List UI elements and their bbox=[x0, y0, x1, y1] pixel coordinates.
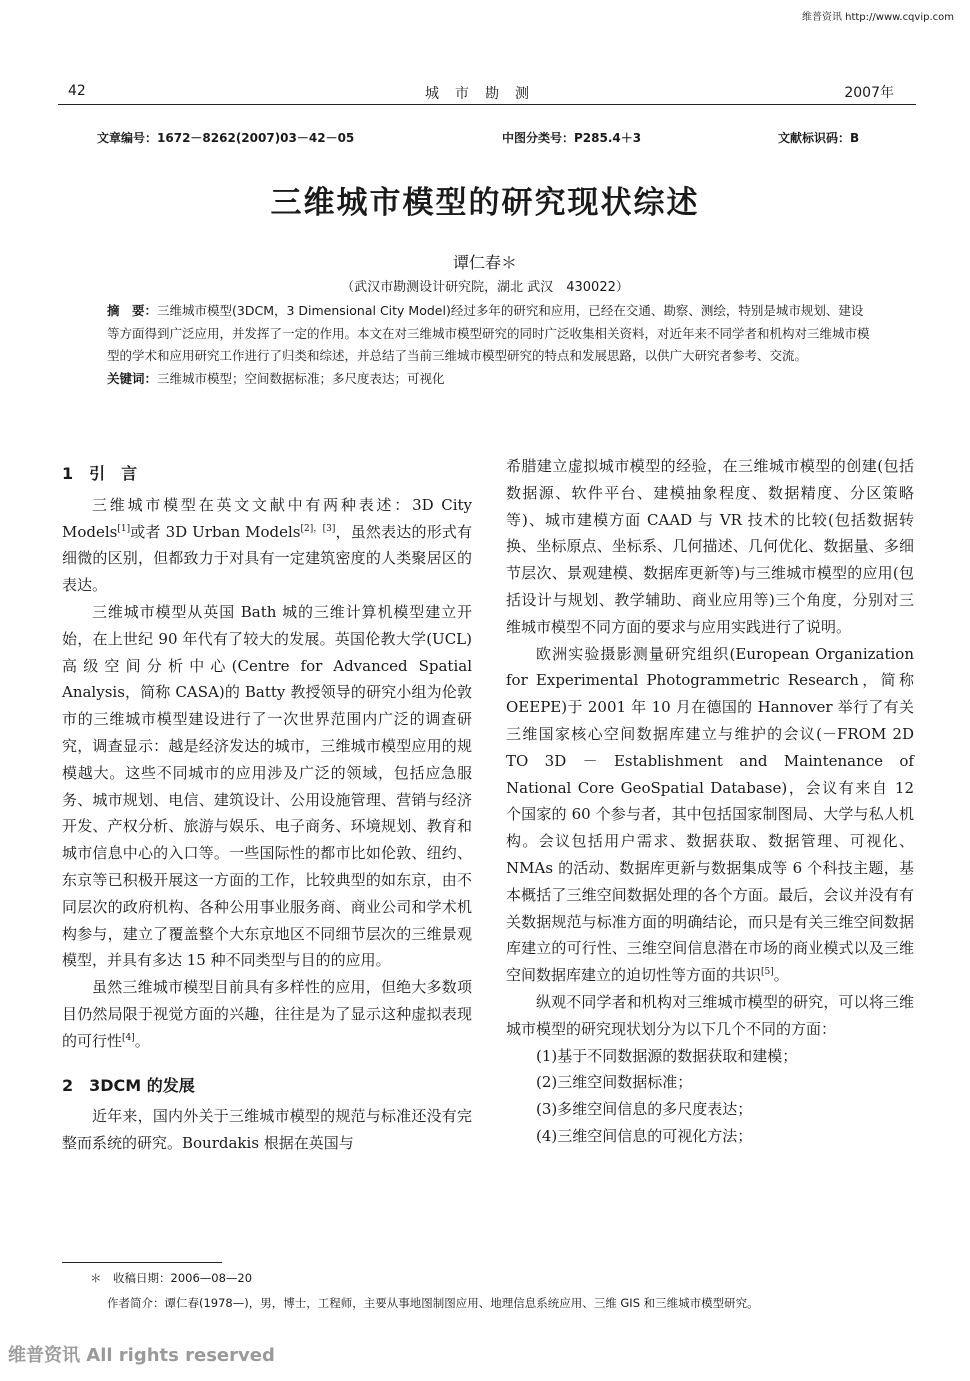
text-run: 。 bbox=[773, 966, 789, 985]
page-number: 42 bbox=[68, 83, 86, 99]
footnote-author-bio: 作者简介：谭仁春(1978—)，男，博士，工程师，主要从事地图制图应用、地理信息系统应用、三维 GIS 和三维城市模型研究。 bbox=[107, 1296, 759, 1310]
body-paragraph: 纵观不同学者和机构对三维城市模型的研究，可以将三维城市模型的研究现状划分为以下几个不同的方面： bbox=[506, 992, 914, 1038]
list-item: (3)多维空间信息的多尺度表达； bbox=[536, 1100, 753, 1119]
body-paragraph bbox=[62, 492, 472, 599]
article-number-value: 1672－8262(2007)03－42－05 bbox=[157, 131, 355, 145]
left-column bbox=[62, 453, 472, 1157]
classification-label: 中图分类号： bbox=[502, 131, 575, 145]
source-stamp: 维普资讯 http://www.cqvip.com bbox=[801, 12, 954, 23]
abstract-paragraph bbox=[107, 300, 873, 368]
section-heading-introduction: 1 引 言 bbox=[62, 464, 138, 483]
author-affiliation: （武汉市勘测设计研究院，湖北 武汉 430022） bbox=[341, 280, 629, 295]
article-number bbox=[97, 129, 354, 146]
text-run: 虽然三维城市模型目前具有多样性的应用，但绝大多数项目仍然局限于视觉方面的兴趣，往往是为了显示这种虚拟表现的可行性 bbox=[62, 978, 472, 1050]
document-code-label: 文献标识码： bbox=[778, 131, 851, 145]
document-code bbox=[778, 129, 859, 146]
citation: [5] bbox=[761, 967, 774, 978]
paper-title: 三维城市模型的研究现状综述 bbox=[270, 185, 700, 221]
text-run: 欧洲实验摄影测量研究组织(European Organization for Experimental Photogrammetric Research，简称 OEEPE)于 2001 年 10 月在德国的 Hannover 举行了有关三维国家核心空间数据库建立与维护的会议(－FROM 2D TO 3D － Establishment and Maintenance of National Core GeoSpatial Database)，会议有来自 12 个国家的 60 个参与者，其中包括国家制图局、大学与私人机构。会议包括用户需求、数据获取、数据管理、可视化、NMAs 的活动、数据库更新与数据集成等 6 个科技主题，基本概括了三维空间数据处理的各个方面。最后，会议并没有有关数据规范与标准方面的明确结论，而只是有关三维空间数据库建立的可行性、三维空间信息潜在市场的商业模式以及三维空间数据库建立的迫切性等方面的共识 bbox=[506, 644, 914, 985]
text-run: 三维城市模型在英文文献中有两种表述：3D City Models bbox=[62, 495, 472, 541]
list-item: (2)三维空间数据标准； bbox=[536, 1073, 693, 1092]
citation: [4] bbox=[122, 1032, 135, 1043]
text-run: 或者 3D Urban Models bbox=[130, 522, 301, 541]
header-rule bbox=[58, 104, 916, 105]
right-column bbox=[506, 453, 914, 1150]
paper-author: 谭仁春＊ bbox=[452, 253, 517, 272]
abstract-block bbox=[107, 300, 873, 390]
list-item: (4)三维空间信息的可视化方法； bbox=[536, 1126, 753, 1145]
citation: [1] bbox=[117, 523, 131, 534]
classification-value: P285.4＋3 bbox=[574, 131, 642, 145]
journal-name: 城市勘测 bbox=[425, 86, 545, 102]
footnote-rule bbox=[62, 1262, 222, 1263]
classification-number bbox=[502, 129, 641, 146]
text-run: 。 bbox=[134, 1031, 150, 1050]
journal-year: 2007年 bbox=[844, 85, 894, 101]
watermark: 维普资讯 All rights reserved bbox=[8, 1345, 275, 1366]
section-heading-development: 2 3DCM 的发展 bbox=[62, 1075, 195, 1095]
body-paragraph: 近年来，国内外关于三维城市模型的规范与标准还没有完整而系统的研究。Bourdakis 根据在英国与 bbox=[62, 1107, 472, 1153]
body-paragraph bbox=[506, 641, 914, 989]
list-item: (1)基于不同数据源的数据获取和建模； bbox=[536, 1046, 798, 1065]
keywords-label: 关键词： bbox=[107, 370, 158, 386]
body-paragraph bbox=[62, 974, 472, 1054]
body-paragraph: 希腊建立虚拟城市模型的经验，在三维城市模型的创建(包括数据源、软件平台、建模抽象程度、数据精度、分区策略等)、城市建模方面 CAAD 与 VR 技术的比较(包括数据转换、坐标原点、坐标系、几何描述、几何优化、数据量、多细节层次、景观建模、数据库更新等)与三维城市模型的应用(包括设计与规划、教学辅助、商业应用等)三个角度，分别对三维城市模型不同方面的要求与应用实践进行了说明。 bbox=[506, 457, 914, 636]
keywords-paragraph bbox=[107, 368, 873, 391]
abstract-text: 三维城市模型(3DCM，3 Dimensional City Model)经过多年的研究和应用，已经在交通、勘察、测绘，特别是城市规划、建设等方面得到广泛应用，并发挥了一定的作用。本文在对三维城市模型研究的同时广泛收集相关资料，对近年来不同学者和机构对三维城市模型的学术和应用研究工作进行了归类和综述，并总结了当前三维城市模型研究的特点和发展思路，以供广大研究者参考、交流。 bbox=[107, 303, 870, 363]
footnote-received-date: ＊ 收稿日期：2006—08—20 bbox=[90, 1271, 253, 1285]
document-code-value: B bbox=[850, 131, 860, 145]
article-number-label: 文章编号： bbox=[97, 131, 158, 145]
text-run: ，虽然表达的形式有细微的区别，但都致力于对具有一定建筑密度的人类聚居区的表达。 bbox=[62, 522, 472, 595]
body-paragraph: 三维城市模型从英国 Bath 城的三维计算机模型建立开始，在上世纪 90 年代有了较大的发展。英国伦教大学(UCL)高级空间分析中心(Centre for Advanced Spatial Analysis，简称 CASA)的 Batty 教授领导的研究小组为伦敦市的三维城市模型建设进行了一次世界范围内广泛的调查研究，调查显示：越是经济发达的城市，三维城市模型应用的规模越大。这些不同城市的应用涉及广泛的领域，包括应急服务、城市规划、电信、建筑设计、公用设施管理、营销与经济开发、产权分析、旅游与娱乐、电子商务、环境规划、教育和城市信息中心的入口等。一些国际性的都市比如伦敦、纽约、东京等已积极开展这一方面的工作，比较典型的如东京，由不同层次的政府机构、各种公用事业服务商、商业公司和学术机构参与，建立了覆盖整个大东京地区不同细节层次的三维景观模型，并具有多达 15 种不同类型与目的的应用。 bbox=[62, 602, 472, 970]
abstract-label: 摘 要： bbox=[107, 303, 158, 318]
citation: [2]，[3] bbox=[300, 523, 336, 534]
keywords-text: 三维城市模型；空间数据标准；多尺度表达；可视化 bbox=[157, 370, 445, 386]
